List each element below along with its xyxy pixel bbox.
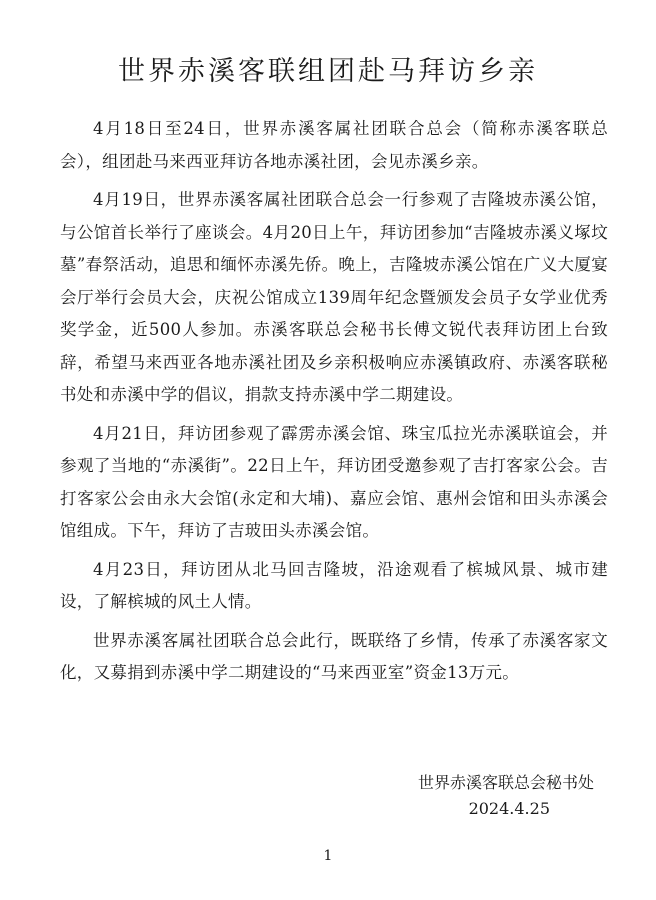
paragraph-5: 世界赤溪客属社团联合总会此行，既联络了乡情，传承了赤溪客家文化，又募捐到赤溪中学二期建设的“马来西亚室”资金13万元。	[60, 630, 608, 682]
signature-organization: 世界赤溪客联总会秘书处	[417, 773, 594, 792]
document-title: 世界赤溪客联组团赴马拜访乡亲	[118, 56, 538, 87]
paragraph-2: 4月19日，世界赤溪客属社团联合总会一行参观了吉隆坡赤溪公馆，与公馆首长举行了座谈会。4月20日上午，拜访团参加“吉隆坡赤溪义塚坟墓”春祭活动，追思和缅怀赤溪先侨。晚上，吉隆坡赤溪公馆在广义大厦宴会厅举行会员大会，庆祝公馆成立139周年纪念暨颁发会员子女学业优秀奖学金，近500人参加。赤溪客联总会秘书长傅文锐代表拜访团上台致辞，希望马来西亚各地赤溪社团及乡亲积极响应赤溪镇政府、赤溪客联秘书处和赤溪中学的倡议，捐款支持赤溪中学二期建设。	[60, 190, 608, 404]
paragraph-4: 4月23日，拜访团从北马回吉隆坡，沿途观看了槟城风景、城市建设，了解槟城的风土人情。	[60, 559, 608, 611]
signature-block	[418, 770, 594, 822]
paragraph-3: 4月21日，拜访团参观了霹雳赤溪会馆、珠宝瓜拉光赤溪联谊会，并参观了当地的“赤溪街”。22日上午，拜访团受邀参观了吉打客家公会。吉打客家公会由永大会馆(永定和大埔)、嘉应会馆、惠州会馆和田头赤溪会馆组成。下午，拜访了吉玻田头赤溪会馆。	[60, 423, 608, 540]
signature-date: 2024.4.25	[468, 799, 550, 818]
document-body	[60, 113, 608, 696]
paragraph-1: 4月18日至24日，世界赤溪客属社团联合总会（简称赤溪客联总会），组团赴马来西亚拜访各地赤溪社团，会见赤溪乡亲。	[60, 119, 608, 171]
page-number: 1	[323, 848, 333, 864]
